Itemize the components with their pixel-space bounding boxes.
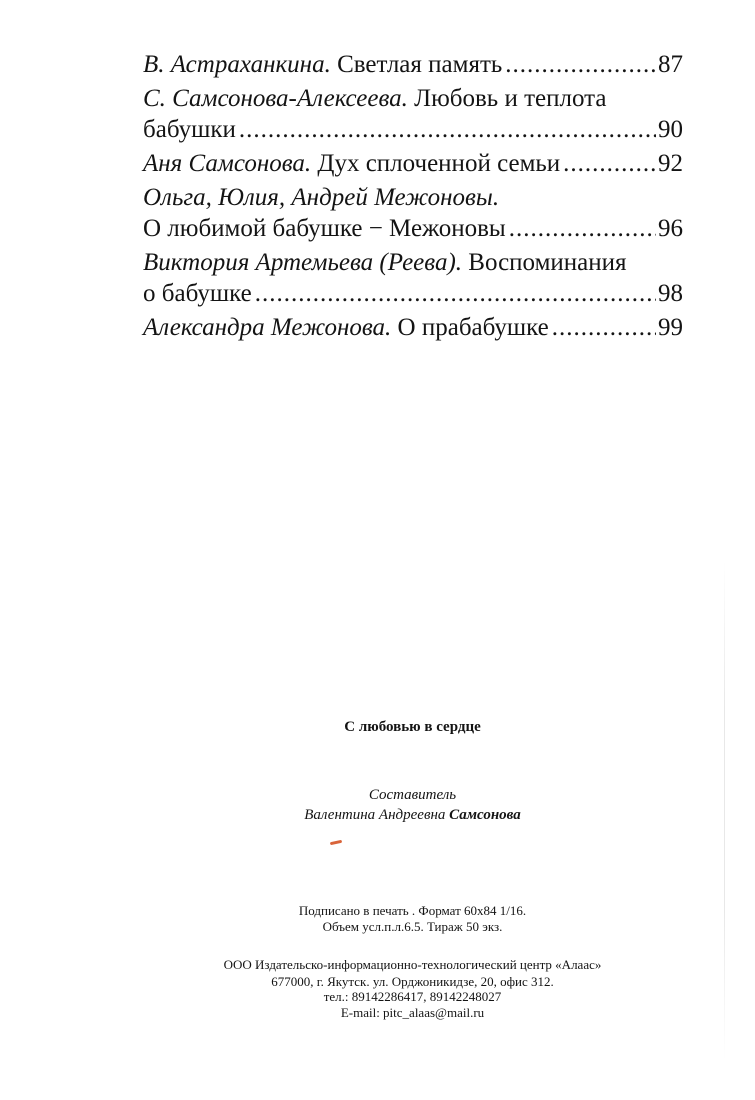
toc-leader-dots bbox=[239, 114, 656, 145]
toc-line-text bbox=[143, 247, 627, 278]
toc-title: бабушки bbox=[143, 116, 236, 143]
compiler-name bbox=[0, 807, 755, 824]
toc-entry bbox=[143, 182, 683, 244]
toc-title: Любовь и теплота bbox=[407, 85, 607, 112]
toc-leader-dots bbox=[505, 49, 656, 80]
toc-title: О любимой бабушке − Межоновы bbox=[143, 215, 506, 242]
toc-title: Светлая память bbox=[330, 51, 503, 78]
toc-author: Ольга, Юлия, Андрей Межоновы. bbox=[143, 184, 500, 211]
toc-page-number: 87 bbox=[658, 51, 683, 78]
toc-entry bbox=[143, 148, 683, 179]
volume-line: Объем усл.п.л.6.5. Тираж 50 экз. bbox=[322, 919, 503, 934]
toc-title: Воспоминания bbox=[462, 249, 627, 276]
toc-page-number: 92 bbox=[658, 150, 683, 177]
toc-line-text bbox=[143, 148, 560, 179]
toc-entry bbox=[143, 49, 683, 80]
toc-author: В. Астраханкина. bbox=[143, 51, 331, 78]
toc-leader-dots bbox=[509, 213, 656, 244]
toc-leader-dots bbox=[552, 312, 656, 343]
toc-author: Александра Межонова. bbox=[143, 314, 392, 341]
compiler-first-name: Валентина Андреевна bbox=[304, 807, 446, 823]
toc-line bbox=[143, 114, 683, 145]
toc-line-text bbox=[143, 49, 502, 80]
toc-line bbox=[143, 312, 683, 343]
toc-author: С. Самсонова-Алексеева. bbox=[143, 85, 408, 112]
toc-leader-dots bbox=[563, 148, 656, 179]
toc-line-text bbox=[143, 278, 252, 309]
publisher-line: ООО Издательско-информационно-технологический центр «Алаас» bbox=[223, 957, 602, 972]
toc-entry bbox=[143, 83, 683, 145]
compiler-last-name: Самсонова bbox=[449, 807, 521, 823]
toc-author: Виктория Артемьева (Реева). bbox=[143, 249, 463, 276]
table-of-contents bbox=[143, 49, 683, 346]
toc-page-number: 96 bbox=[658, 215, 683, 242]
print-signed-line: Подписано в печать . Формат 60х84 1/16. bbox=[298, 903, 527, 918]
toc-page-number: 90 bbox=[658, 116, 683, 143]
toc-line bbox=[143, 182, 683, 213]
publisher-address: 677000, г. Якутск. ул. Орджоникидзе, 20, офис 312. bbox=[271, 974, 554, 989]
toc-entry bbox=[143, 312, 683, 343]
toc-line bbox=[143, 278, 683, 309]
scan-edge-line bbox=[724, 560, 725, 1060]
toc-title: о бабушке bbox=[143, 280, 252, 307]
toc-line-text bbox=[143, 312, 549, 343]
toc-page-number: 99 bbox=[658, 314, 683, 341]
toc-line-text bbox=[143, 182, 499, 213]
toc-line-text bbox=[143, 213, 506, 244]
toc-line bbox=[143, 148, 683, 179]
toc-line bbox=[143, 49, 683, 80]
toc-author: Аня Самсонова. bbox=[143, 150, 312, 177]
toc-line bbox=[143, 213, 683, 244]
toc-line-text bbox=[143, 83, 606, 114]
toc-title: О прабабушке bbox=[391, 314, 549, 341]
publisher-email: E-mail: pitc_alaas@mail.ru bbox=[340, 1005, 485, 1020]
toc-leader-dots bbox=[255, 278, 656, 309]
ink-mark bbox=[330, 840, 342, 845]
toc-line bbox=[143, 83, 683, 114]
toc-title: Дух сплоченной семьи bbox=[311, 150, 561, 177]
toc-page-number: 98 bbox=[658, 280, 683, 307]
publisher-phone: тел.: 89142286417, 89142248027 bbox=[323, 989, 502, 1004]
toc-entry bbox=[143, 247, 683, 309]
toc-line-text bbox=[143, 114, 236, 145]
book-title: С любовью в сердце bbox=[344, 719, 481, 735]
toc-line bbox=[143, 247, 683, 278]
compiler-label: Составитель bbox=[368, 787, 457, 803]
